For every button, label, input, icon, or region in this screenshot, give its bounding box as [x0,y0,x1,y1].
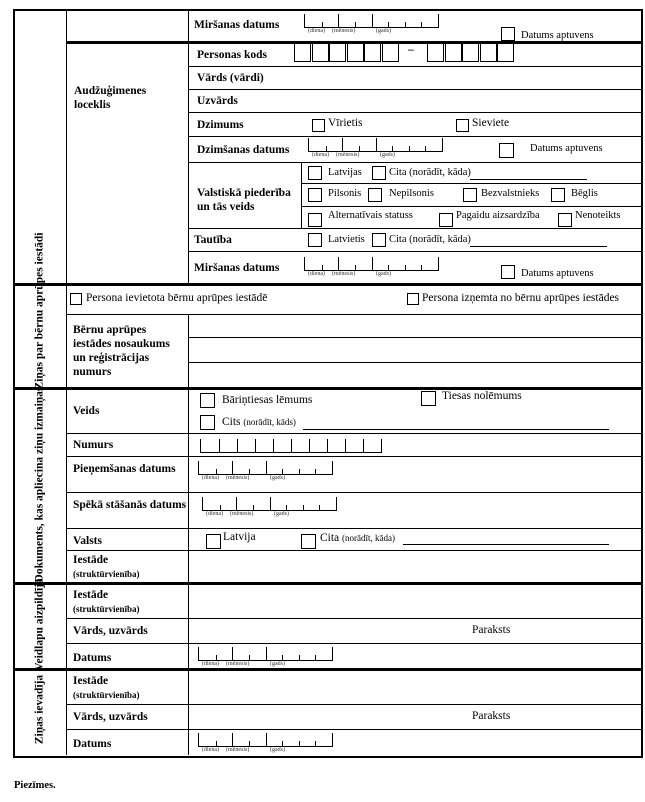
orphan-court-checkbox[interactable] [200,393,215,408]
divider [188,10,189,284]
date-tick [299,741,300,746]
nationality-label: Tautība [194,234,232,246]
date-tick [388,265,389,270]
birth-date-field[interactable] [308,138,443,164]
adoption-date-label: Pieņemšanas datums [73,463,176,475]
birth-approx-checkbox[interactable] [499,143,514,158]
birth-approx-label: Datums aptuvens [530,143,603,154]
member-death-approx-label: Datums aptuvens [521,268,594,279]
date-day-label: (diena) [202,475,219,481]
stateless-label: Bezvalstnieks [481,188,540,199]
date-tick [216,469,217,474]
temporary-protection-label: Pagaidu aizsardzība [456,210,540,221]
date-tick [388,22,389,27]
divider [188,136,641,137]
other-document-input[interactable] [303,429,609,430]
doc-institution-text: Iestāde [73,554,109,566]
other-country-input[interactable] [403,544,609,545]
divider [13,387,641,390]
other-document-checkbox[interactable] [200,415,215,430]
entered-name-input[interactable] [190,705,460,728]
date-tick [253,505,254,510]
date-tick [216,741,217,746]
male-checkbox[interactable] [312,119,325,132]
date-tick [266,461,267,474]
date-tick [322,22,323,27]
filled-institution-input[interactable] [190,584,640,617]
date-day-label: (diena) [202,747,219,753]
date-tick [232,461,233,474]
date-tick [249,741,250,746]
doc-institution-label [73,553,140,581]
temporary-protection-checkbox[interactable] [439,213,453,227]
date-tick [249,655,250,660]
number-tick [237,439,238,452]
personal-code-digit-box[interactable] [462,43,479,62]
approx-date-checkbox[interactable] [501,27,515,41]
date-year-label: (gads) [380,152,395,158]
filled-by-section-label: Veidlapu aizpildīja [33,578,46,671]
effective-date-label: Spēkā stāšanās datums [73,499,187,511]
date-tick [266,733,267,746]
entered-institution-label [73,674,140,702]
personal-code-dash: – [408,44,414,56]
placed-checkbox[interactable] [70,293,82,305]
approx-date-label: Datums aptuvens [521,30,594,41]
filled-name-input[interactable] [190,619,460,642]
alternative-status-checkbox[interactable] [308,213,322,227]
other-document-label [222,416,296,428]
personal-code-digit-box[interactable] [480,43,497,62]
noncitizen-checkbox[interactable] [368,188,382,202]
date-month-label: (mēnesis) [332,271,356,277]
date-month-label: (mēnesis) [226,747,250,753]
personal-code-digit-box[interactable] [312,43,329,62]
date-tick [338,14,339,27]
number-label: Numurs [73,439,114,451]
divider [188,251,641,252]
other-citizenship-input[interactable] [470,179,587,180]
number-tick [309,439,310,452]
date-tick [376,138,377,151]
date-tick [421,265,422,270]
first-name-input[interactable] [300,67,640,88]
date-day-label: (diena) [312,152,329,158]
date-bracket [304,14,439,28]
personal-code-digit-box[interactable] [382,43,399,62]
orphan-court-label: Bāriņtiesas lēmums [222,394,313,406]
date-tick [392,146,393,151]
date-tick [425,146,426,151]
divider [188,314,189,755]
number-tick [291,439,292,452]
date-tick [319,505,320,510]
refugee-label: Bēglis [571,188,598,199]
number-tick [273,439,274,452]
date-tick [355,265,356,270]
member-death-date-label: Miršanas datums [194,262,280,274]
filled-name-label: Vārds, uzvārds [73,625,148,637]
date-day-label: (diena) [308,271,325,277]
latvia-citizenship-checkbox[interactable] [308,166,322,180]
family-member-section-label: Audžuģimenes loceklis [74,85,147,111]
entered-signature-label: Paraksts [472,710,511,722]
date-tick [315,655,316,660]
death-date-field[interactable] [304,14,439,40]
female-label: Sieviete [472,117,510,129]
birth-date-label: Dzimšanas datums [197,144,290,156]
court-checkbox[interactable] [421,391,436,406]
number-tick [327,439,328,452]
divider [301,183,641,184]
institution-name-label: Bērnu aprūpes iestādes nosaukums un reģistrācijas numurs [73,324,170,378]
date-tick [282,469,283,474]
number-field[interactable] [200,439,382,453]
date-tick [299,655,300,660]
other-document-text: Cits [222,416,241,428]
divider [66,456,641,457]
latvia-citizenship-label: Latvijas [328,167,362,178]
other-nationality-label: Cita (norādīt, kāda) [389,234,471,245]
date-tick [405,22,406,27]
divider [66,492,641,493]
date-bracket [308,138,443,152]
entered-institution-input[interactable] [190,670,640,703]
court-label: Tiesas nolēmums [442,390,522,402]
date-bracket [202,497,337,511]
male-label: Vīrietis [328,117,363,129]
gender-label: Dzimums [197,119,244,131]
female-checkbox[interactable] [456,119,469,132]
personal-code-label: Personas kods [197,49,267,61]
care-institution-section-label: Ziņas par bērnu aprūpes iestādi [33,232,46,390]
death-date-label: Miršanas datums [194,19,280,31]
doc-institution-hint: (struktūrvienība) [73,569,140,579]
date-tick [342,138,343,151]
personal-code-digit-box[interactable] [347,43,364,62]
entered-institution-text: Iestāde [73,675,109,687]
number-tick [255,439,256,452]
surname-input[interactable] [300,90,640,111]
date-year-label: (gads) [376,28,391,34]
latvia-country-label: Latvija [223,531,256,543]
date-year-label: (gads) [274,511,289,517]
removed-checkbox[interactable] [407,293,419,305]
date-month-label: (mēnesis) [226,475,250,481]
other-country-text: Cita [320,532,340,544]
date-tick [236,497,237,510]
date-year-label: (gads) [270,475,285,481]
date-day-label: (diena) [206,511,223,517]
effective-date-field[interactable] [202,497,337,523]
date-tick [372,14,373,27]
date-tick [282,741,283,746]
latvian-label: Latvietis [328,234,365,245]
undetermined-label: Nenoteikts [575,210,621,221]
citizenship-label: Valstiskā piederība un tās veids [197,187,291,213]
noncitizen-label: Nepilsonis [389,188,434,199]
date-tick [359,146,360,151]
entered-by-section-label: Ziņas ievadīja [33,674,46,745]
stateless-checkbox[interactable] [463,188,477,202]
date-tick [266,647,267,660]
personal-code-digit-box[interactable] [497,43,514,62]
divider [66,643,641,644]
date-tick [282,655,283,660]
other-citizenship-label: Cita (norādīt, kāda) [389,167,471,178]
other-country-checkbox[interactable] [301,534,316,549]
latvian-checkbox[interactable] [308,233,322,247]
divider [66,729,641,730]
date-day-label: (diena) [202,661,219,667]
date-tick [405,265,406,270]
entered-institution-hint: (struktūrvienība) [73,690,140,700]
other-document-hint: (norādīt, kāds) [243,417,296,427]
other-country-label [320,532,395,544]
first-name-label: Vārds (vārdi) [197,72,264,84]
date-tick [216,655,217,660]
divider [301,206,641,207]
entered-date-label: Datums [73,738,112,750]
date-day-label: (diena) [308,28,325,34]
date-bracket [198,461,333,475]
citizen-label: Pilsonis [328,188,362,199]
date-tick [249,469,250,474]
divider [188,112,641,113]
other-country-hint: (norādīt, kāda) [342,533,396,543]
date-month-label: (mēnesis) [230,511,254,517]
date-month-label: (mēnesis) [336,152,360,158]
number-tick [219,439,220,452]
document-section-label: Dokuments, kas apliecina ziņu izmaiņas [33,386,46,583]
date-tick [220,505,221,510]
number-tick [345,439,346,452]
alternative-status-label: Alternatīvais statuss [328,210,413,221]
personal-code-digit-box[interactable] [294,43,311,62]
adoption-date-field[interactable] [198,461,333,487]
date-tick [232,733,233,746]
entered-date-field[interactable] [198,733,333,759]
filled-institution-text: Iestāde [73,589,109,601]
country-label: Valsts [73,535,102,547]
date-tick [409,146,410,151]
removed-label: Persona izņemta no bērnu aprūpes iestādes [422,292,620,304]
placed-label: Persona ievietota bērnu aprūpes iestādē [86,292,268,304]
divider [188,228,641,229]
personal-code-digit-box[interactable] [445,43,462,62]
filled-signature-label: Paraksts [472,624,511,636]
divider [66,528,641,529]
type-label: Veids [73,405,100,417]
date-tick [338,257,339,270]
doc-institution-input[interactable] [190,551,640,581]
divider [66,433,641,434]
other-nationality-checkbox[interactable] [372,233,386,247]
personal-code-digit-box[interactable] [329,43,346,62]
date-year-label: (gads) [376,271,391,277]
date-tick [303,505,304,510]
notes-label: Piezīmes. [14,780,56,791]
date-month-label: (mēnesis) [226,661,250,667]
other-citizenship-checkbox[interactable] [372,166,386,180]
personal-code-digit-box[interactable] [364,43,381,62]
date-tick [372,257,373,270]
date-tick [315,469,316,474]
filled-institution-label [73,588,140,616]
date-tick [355,22,356,27]
surname-label: Uzvārds [197,95,238,107]
divider [13,283,641,286]
date-bracket [304,257,439,271]
refugee-checkbox[interactable] [551,188,565,202]
date-tick [232,647,233,660]
date-month-label: (mēnesis) [332,28,356,34]
date-tick [322,265,323,270]
date-tick [270,497,271,510]
filled-date-label: Datums [73,652,112,664]
date-bracket [198,647,333,661]
institution-name-input[interactable] [190,315,640,386]
date-year-label: (gads) [270,661,285,667]
filled-institution-hint: (struktūrvienība) [73,604,140,614]
latvia-country-checkbox[interactable] [206,534,221,549]
date-year-label: (gads) [270,747,285,753]
date-tick [299,469,300,474]
undetermined-checkbox[interactable] [558,213,572,227]
entered-name-label: Vārds, uzvārds [73,711,148,723]
number-tick [363,439,364,452]
member-death-approx-checkbox[interactable] [501,265,515,279]
member-death-date-field[interactable] [304,257,439,283]
date-tick [326,146,327,151]
date-tick [286,505,287,510]
date-bracket [198,733,333,747]
date-tick [315,741,316,746]
personal-code-digit-box[interactable] [427,43,444,62]
other-nationality-input[interactable] [470,246,607,247]
date-tick [421,22,422,27]
citizen-checkbox[interactable] [308,188,322,202]
